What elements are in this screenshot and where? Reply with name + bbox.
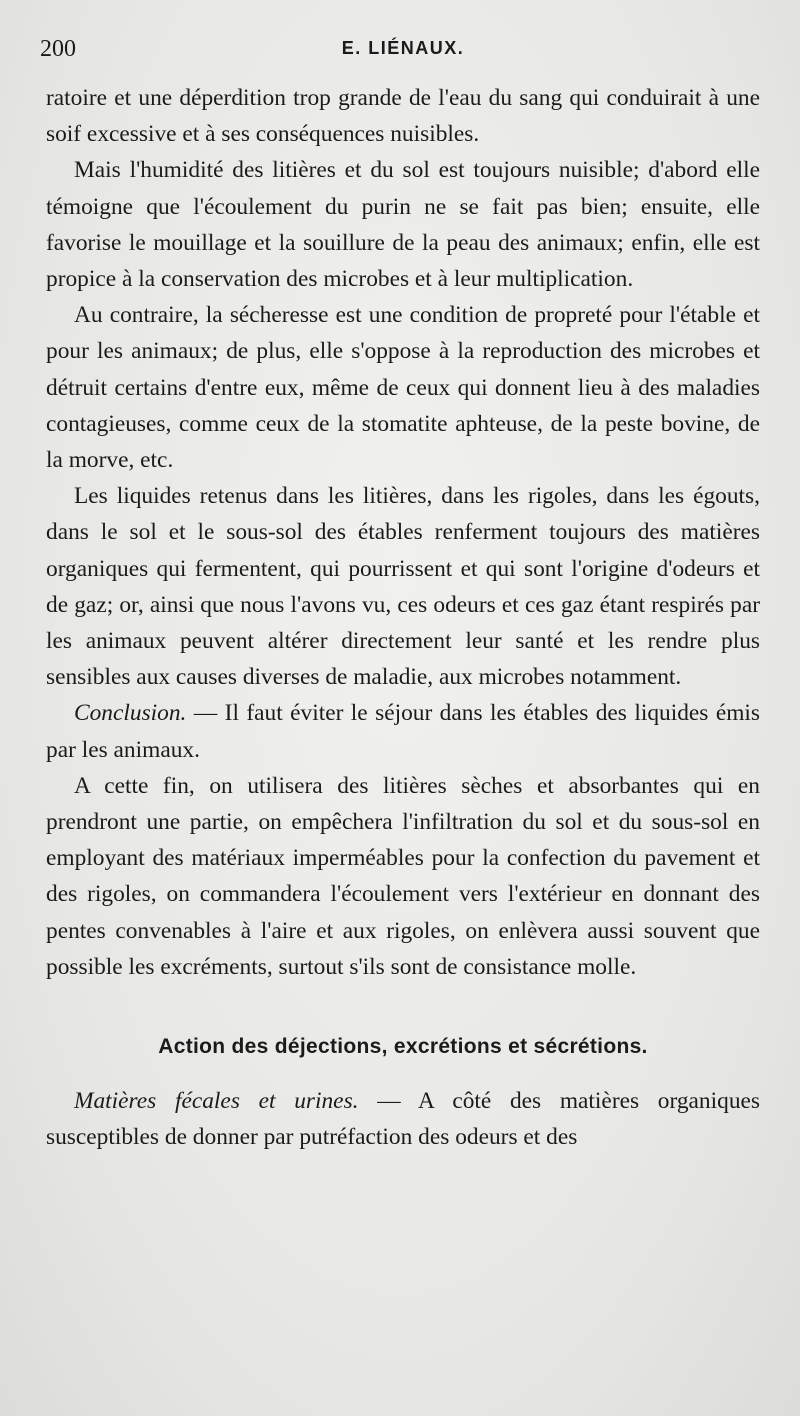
conclusion-lead: Conclusion. bbox=[74, 700, 187, 727]
conclusion-text: — Il faut éviter le séjour dans les étables des liquides émis par les animaux. bbox=[46, 700, 760, 763]
paragraph-humidite: Mais l'humidité des litières et du sol est toujours nuisible; d'abord elle témoigne que l'écoulement du purin ne se fait pas bien; ensuite, elle favorise le mouillage et la souillure de la peau des animaux; enfin, elle est propice à la conservation des microbes et à leur multiplication. bbox=[46, 157, 760, 293]
paragraph-secheresse: Au contraire, la sécheresse est une condition de propreté pour l'étable et pour les animaux; de plus, elle s'oppose à la reproduction des microbes et détruit certains d'entre eux, même de ceux qui donnent lieu à des maladies contagieuses, comme ceux de la stomatite aphteuse, de la peste bovine, de la morve, etc. bbox=[46, 302, 760, 474]
matieres-text: — A côté des matières organiques susceptibles de donner par putréfaction des odeurs et des bbox=[46, 1088, 760, 1151]
paragraph-fin: A cette fin, on utilisera des litières sèches et absorbantes qui en prendront une partie, on empêchera l'infiltration du sol et du sous-sol en employant des matériaux imperméables pour la confection du pavement et des rigoles, on commandera l'écoulement vers l'extérieur en donnant des pentes convenables à l'aire et aux rigoles, on enlèvera aussi souvent que possible les excréments, surtout s'ils sont de consistance molle. bbox=[46, 772, 760, 980]
body-text bbox=[46, 80, 760, 1156]
paragraph-conclusion bbox=[46, 695, 760, 767]
page-header bbox=[40, 36, 760, 76]
paragraph-matieres bbox=[46, 1083, 760, 1155]
paragraph-liquides: Les liquides retenus dans les litières, dans les rigoles, dans les égouts, dans le sol et le sous-sol des étables renferment toujours des matières organiques qui fermentent, qui pourrissent et qui sont l'origine d'odeurs et de gaz; or, ainsi que nous l'avons vu, ces odeurs et ces gaz étant respirés par les animaux peuvent altérer directement leur santé et les rendre plus sensibles aux causes diverses de maladie, aux microbes notamment. bbox=[46, 483, 760, 691]
section-heading: Action des déjections, excrétions et sécrétions. bbox=[158, 1035, 648, 1059]
matieres-lead: Matières fécales et urines. bbox=[74, 1088, 359, 1115]
paragraph-continuation: ratoire et une déperdition trop grande de l'eau du sang qui conduirait à une soif excessive et à ses conséquences nuisibles. bbox=[46, 85, 760, 148]
running-head: E. LIÉNAUX. bbox=[341, 38, 465, 58]
page-number: 200 bbox=[40, 36, 76, 62]
